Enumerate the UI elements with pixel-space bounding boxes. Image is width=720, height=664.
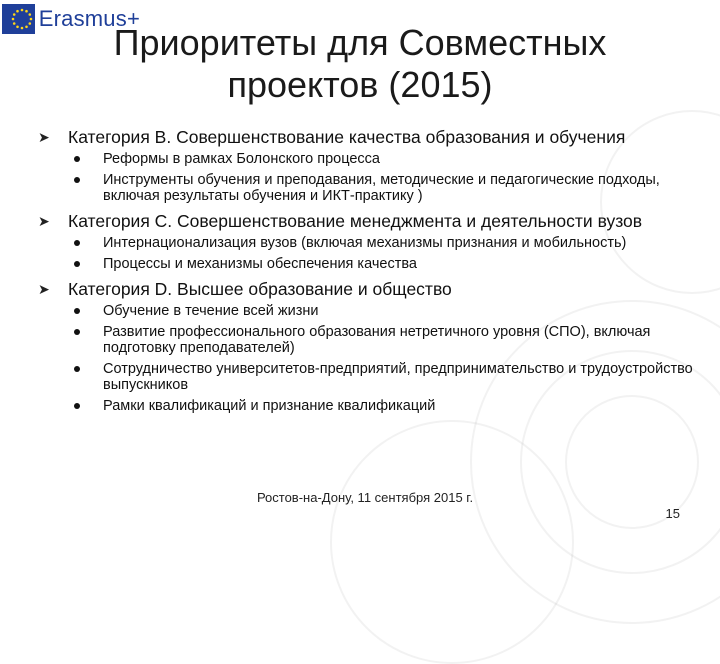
arrow-bullet-icon: ➤ (38, 213, 50, 229)
list-item-text: Интернационализация вузов (включая механизмы признания и мобильность) (103, 235, 627, 251)
list-item (66, 256, 693, 272)
list-item (66, 172, 693, 204)
bullet-dot-icon (74, 308, 80, 314)
list-item-text: Сотрудничество университетов-предприятий, предпринимательство и трудоустройство выпускников (103, 361, 693, 393)
bullet-dot-icon (74, 329, 80, 335)
title-line-1: Приоритеты для Совместных (113, 22, 607, 63)
title-line-2: проектов (2015) (227, 64, 493, 105)
bullet-dot-icon (74, 177, 80, 183)
bullet-dot-icon (74, 366, 80, 372)
list-item (66, 303, 693, 319)
list-item-text: Рамки квалификаций и признание квалификаций (103, 398, 436, 414)
bullet-dot-icon (74, 261, 80, 267)
list-item-text: Обучение в течение всей жизни (103, 303, 319, 319)
sub-list (66, 151, 693, 204)
list-item-text: Развитие профессионального образования нетретичного уровня (СПО), включая подготовку преподавателей) (103, 324, 651, 356)
list-item (66, 324, 693, 356)
list-item-text: Реформы в рамках Болонского процесса (103, 151, 381, 167)
list-item (66, 361, 693, 393)
category-d (38, 279, 693, 414)
bullet-dot-icon (74, 240, 80, 246)
list-item-text: Процессы и механизмы обеспечения качества (103, 256, 417, 272)
sub-list (66, 303, 693, 414)
category-b (38, 127, 693, 204)
background-ripple (330, 420, 574, 664)
arrow-bullet-icon: ➤ (38, 129, 50, 145)
page-number: 15 (665, 506, 680, 521)
priorities-list (38, 127, 693, 421)
category-label: Категория B. Совершенствование качества образования и обучения (68, 127, 626, 147)
bullet-dot-icon (74, 403, 80, 409)
arrow-bullet-icon: ➤ (38, 281, 50, 297)
brand-name: Erasmus+ (38, 6, 140, 31)
category-c (38, 211, 693, 272)
sub-list (66, 235, 693, 272)
bullet-dot-icon (74, 156, 80, 162)
list-item (66, 235, 693, 251)
list-item (66, 398, 693, 414)
list-item-text: Инструменты обучения и преподавания, методические и педагогические подходы, включая результаты обучения и ИКТ-практику ) (103, 172, 660, 204)
footer-place-date: Ростов-на-Дону, 11 сентября 2015 г. (256, 490, 474, 505)
page-title (0, 22, 720, 106)
category-label: Категория C. Совершенствование менеджмента и деятельности вузов (68, 211, 643, 231)
list-item (66, 151, 693, 167)
category-label: Категория D. Высшее образование и общество (68, 279, 452, 299)
